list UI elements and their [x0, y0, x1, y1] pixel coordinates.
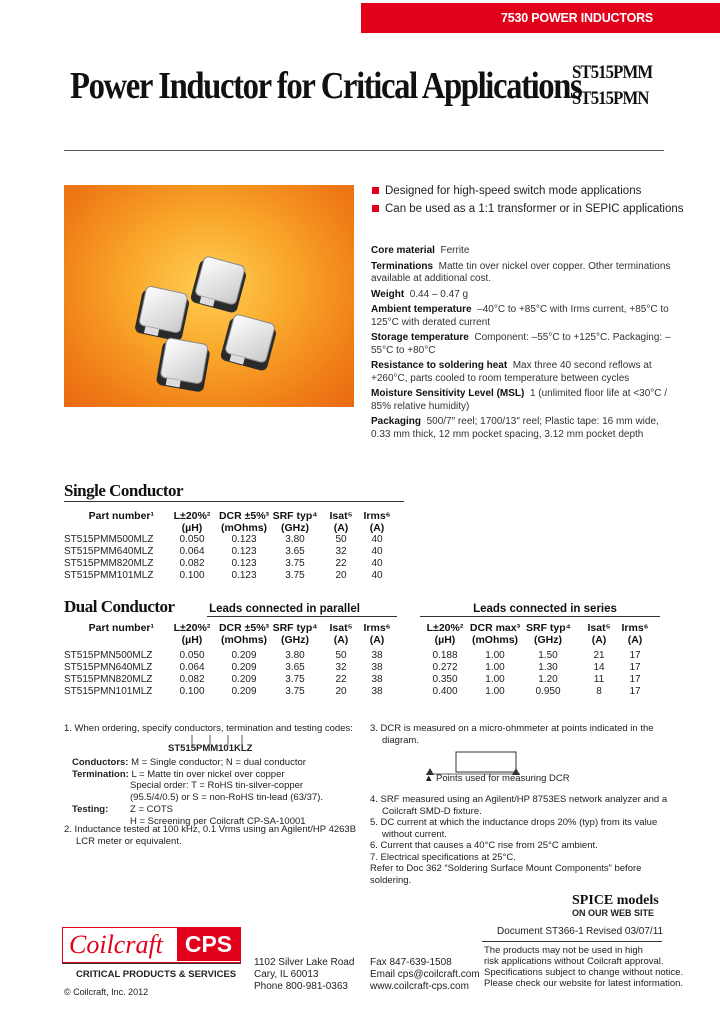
order-code-pointers — [170, 733, 250, 745]
inductor-components-image — [64, 185, 354, 407]
part-number-cell: ST515PMN101MLZ — [64, 686, 153, 697]
logo-rule — [62, 963, 241, 964]
spec-item: Core material Ferrite — [371, 245, 470, 256]
coilcraft-cps-logo — [62, 927, 241, 963]
part-number-pmn: ST515PMN — [572, 88, 649, 109]
part-number-cell: ST515PMN820MLZ — [64, 674, 153, 685]
table-cell: 3.75 — [285, 558, 305, 569]
order-code-example: ST515PMM101KLZ — [168, 743, 253, 754]
dcr-points-label: ▲ Points used for measuring DCR — [424, 773, 570, 784]
table-cell: 0.209 — [231, 686, 257, 697]
document-number: Document ST366-1 — [497, 926, 584, 937]
order-code-legend: Conductors: M = Single conductor; N = dual conductor Termination: L = Matte tin over nickel over copper Special order: T = RoHS tin-silver-copper (95.5/4/0.5) or S = non-RoHS tin-lead (63/37). Testing: Z = COTS H = Screening per Coilcraft CP-SA-10001 — [72, 757, 324, 827]
title-divider — [64, 150, 664, 151]
spec-item: Moisture Sensitivity Level (MSL) 1 (unlimited floor life at <30°C / 85% relative humidity) — [371, 388, 668, 412]
column-header: DCR ±5%³ (mOhms) — [218, 510, 270, 534]
table-cell: 38 — [371, 674, 383, 685]
copyright: © Coilcraft, Inc. 2012 — [64, 987, 149, 997]
table-cell: 0.123 — [231, 546, 257, 557]
table-cell: 1.30 — [538, 662, 558, 673]
column-header: SRF typ⁴ (GHz) — [272, 510, 318, 534]
column-header: DCR max³ (mOhms) — [469, 622, 521, 646]
table-cell: 0.100 — [179, 686, 205, 697]
spec-item: Ambient temperature –40°C to +85°C with Irms current, +85°C to 125°C with derated current — [371, 304, 669, 328]
column-header: SRF typ⁴ (GHz) — [272, 622, 318, 646]
table-cell: 0.123 — [231, 558, 257, 569]
column-header: Part number¹ — [88, 510, 154, 522]
note-3: 3. DCR is measured on a micro-ohmmeter at points indicated in the diagram. — [370, 723, 654, 746]
table-cell: 3.75 — [285, 570, 305, 581]
series-heading: Leads connected in series — [473, 603, 617, 615]
table-cell: 3.65 — [285, 546, 305, 557]
table-cell: 8 — [596, 686, 602, 697]
column-header: Irms⁶ (A) — [621, 622, 649, 646]
document-revised: Revised 03/07/11 — [586, 926, 664, 937]
table-cell: 0.188 — [432, 650, 458, 661]
part-number-cell: ST515PMM820MLZ — [64, 558, 154, 569]
table-cell: 0.064 — [179, 546, 205, 557]
table-cell: 1.50 — [538, 650, 558, 661]
logo-tagline: CRITICAL PRODUCTS & SERVICES — [76, 969, 237, 980]
table-cell: 0.950 — [535, 686, 561, 697]
table-cell: 3.75 — [285, 686, 305, 697]
spec-item: Resistance to soldering heat Max three 40 second reflows at +260°C, parts cooled to room temperature between cycles — [371, 360, 652, 384]
coilcraft-wordmark: Coilcraft — [69, 930, 163, 959]
table-cell: 38 — [371, 686, 383, 697]
spice-models-sub: ON OUR WEB SITE — [572, 908, 655, 918]
column-header: Isat⁵ (A) — [329, 510, 353, 534]
table-cell: 38 — [371, 650, 383, 661]
column-header: Irms⁶ (A) — [363, 510, 391, 534]
table-cell: 0.050 — [179, 534, 205, 545]
feature-item: Can be used as a 1:1 transformer or in SEPIC applications — [372, 200, 684, 218]
table-cell: 0.209 — [231, 650, 257, 661]
specifications — [371, 245, 671, 444]
table-cell: 20 — [335, 686, 347, 697]
spec-item: Packaging 500/7″ reel; 1700/13″ reel; Plastic tape: 16 mm wide, 0.33 mm thick, 12 mm pocket spacing, 3.12 mm pocket depth — [371, 416, 659, 440]
spec-item: Weight 0.44 – 0.47 g — [371, 288, 469, 300]
table-cell: 1.00 — [485, 650, 505, 661]
table-cell: 40 — [371, 546, 383, 557]
part-number-cell: ST515PMN640MLZ — [64, 662, 153, 673]
table-cell: 40 — [371, 534, 383, 545]
table-cell: 32 — [335, 662, 347, 673]
parallel-heading: Leads connected in parallel — [209, 603, 360, 615]
table-cell: 0.350 — [432, 674, 458, 685]
parallel-rule — [207, 616, 397, 617]
table-cell: 0.209 — [231, 674, 257, 685]
spec-item: Storage temperature Component: –55°C to +125°C. Packaging: –55°C to +80°C — [371, 332, 671, 356]
column-header: Irms⁶ (A) — [363, 622, 391, 646]
table-cell: 0.100 — [179, 570, 205, 581]
feature-list — [372, 182, 684, 218]
column-header: L±20%² (µH) — [173, 622, 211, 646]
note-1: 1. When ordering, specify conductors, termination and testing codes: — [64, 723, 353, 734]
table-cell: 3.75 — [285, 674, 305, 685]
address: 1102 Silver Lake Road Cary, IL 60013 Phone 800-981-0363 — [254, 957, 355, 992]
table-cell: 0.082 — [179, 558, 205, 569]
disclaimer: The products may not be used in high risk applications without Coilcraft approval. Specifications subject to change without notice. Please check our website for latest information. — [484, 945, 684, 989]
table-cell: 17 — [629, 674, 641, 685]
column-header: DCR ±5%³ (mOhms) — [218, 622, 270, 646]
document-rule — [482, 941, 662, 942]
column-header: SRF typ⁴ (GHz) — [526, 622, 571, 646]
category-bar: 7530 POWER INDUCTORS — [361, 3, 720, 33]
product-photo — [64, 185, 354, 407]
spec-item: Terminations Matte tin over nickel over copper. Other terminations available at additional cost. — [371, 260, 671, 284]
table-cell: 11 — [593, 674, 605, 685]
table-cell: 3.65 — [285, 662, 305, 673]
table-cell: 50 — [335, 534, 347, 545]
part-number-cell: ST515PMM640MLZ — [64, 546, 154, 557]
table-cell: 20 — [335, 570, 347, 581]
column-header: Isat⁵ (A) — [329, 622, 353, 646]
table-cell: 3.80 — [285, 534, 305, 545]
table-cell: 38 — [371, 662, 383, 673]
feature-item: Designed for high-speed switch mode applications — [372, 182, 684, 200]
table-cell: 14 — [593, 662, 605, 673]
notes-right-rest: 4. SRF measured using an Agilent/HP 8753ES network analyzer and a Coilcraft SMD-D fixture. 5. DC current at which the inductance drops 20% (typ) from its value without current. 6. Current that causes a 40°C rise from 25°C ambient. 7. Electrical specifications at 25°C. Refer to Doc 362 “Soldering Surface Mount Components” before soldering. — [370, 794, 668, 886]
column-header: Isat⁵ (A) — [587, 622, 611, 646]
table-cell: 3.80 — [285, 650, 305, 661]
contact: Fax 847-639-1508 Email cps@coilcraft.com www.coilcraft-cps.com — [370, 957, 480, 992]
note-2: 2. Inductance tested at 100 kHz, 0.1 Vrms using an Agilent/HP 4263B LCR meter or equivalent. — [64, 824, 357, 847]
part-number-cell: ST515PMN500MLZ — [64, 650, 153, 661]
spice-models-title: SPICE models — [572, 893, 659, 908]
table-cell: 1.00 — [485, 686, 505, 697]
page-title: Power Inductor for Critical Applications — [70, 65, 582, 107]
table-cell: 21 — [593, 650, 605, 661]
table-cell: 17 — [629, 662, 641, 673]
table-cell: 0.123 — [231, 570, 257, 581]
column-header: Part number¹ — [88, 622, 154, 634]
table-cell: 1.20 — [538, 674, 558, 685]
column-header: L±20%² (µH) — [173, 510, 211, 534]
dual-conductor-heading: Dual Conductor — [64, 597, 175, 616]
table-cell: 1.00 — [485, 662, 505, 673]
table-cell: 1.00 — [485, 674, 505, 685]
table-cell: 32 — [335, 546, 347, 557]
table-cell: 0.082 — [179, 674, 205, 685]
table-cell: 22 — [335, 674, 347, 685]
column-header: L±20%² (µH) — [426, 622, 464, 646]
part-number-cell: ST515PMM101MLZ — [64, 570, 154, 581]
single-conductor-heading: Single Conductor — [64, 481, 184, 500]
single-table-rule — [64, 501, 404, 502]
table-cell: 0.050 — [179, 650, 205, 661]
table-cell: 40 — [371, 558, 383, 569]
table-cell: 17 — [629, 650, 641, 661]
part-number-pmm: ST515PMM — [572, 62, 653, 83]
table-cell: 0.272 — [432, 662, 458, 673]
table-cell: 40 — [371, 570, 383, 581]
table-cell: 50 — [335, 650, 347, 661]
table-cell: 17 — [629, 686, 641, 697]
table-cell: 0.400 — [432, 686, 458, 697]
cps-wordmark: CPS — [177, 928, 240, 961]
table-cell: 22 — [335, 558, 347, 569]
series-rule — [420, 616, 660, 617]
part-number-cell: ST515PMM500MLZ — [64, 534, 154, 545]
table-cell: 0.209 — [231, 662, 257, 673]
table-cell: 0.064 — [179, 662, 205, 673]
table-cell: 0.123 — [231, 534, 257, 545]
